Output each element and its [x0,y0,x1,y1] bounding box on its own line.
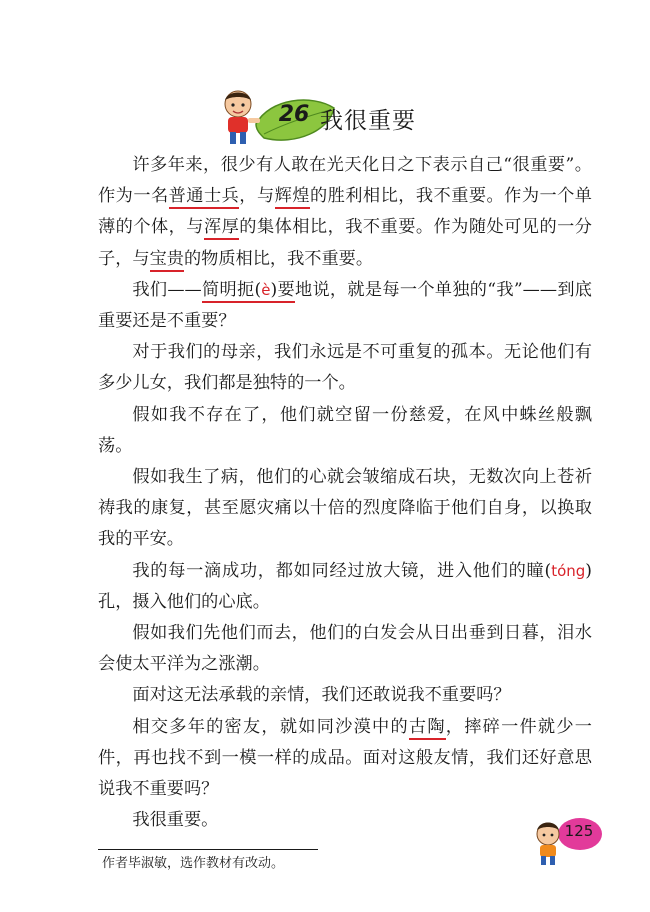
text-run: ，与 [239,186,275,207]
paragraph-1 [98,150,592,275]
paragraph-9 [98,712,592,806]
underlined-word: 古陶 [409,717,446,740]
text-run: 相交多年的密友，就如同沙漠中的 [132,716,409,737]
lesson-number: 26 [278,102,310,127]
paragraph-8: 面对这无法承载的亲情，我们还敢说我不重要吗？ [132,685,511,706]
paragraph-7: 假如我们先他们而去，他们的白发会从日出垂到日暮，泪水会使太平洋为之涨潮。 [98,623,592,675]
underlined-word: 宝贵 [150,249,184,272]
paragraph-3: 对于我们的母亲，我们永远是不可重复的孤本。无论他们有多少儿女，我们都是独特的一个。 [98,342,592,394]
underlined-word: 辉煌 [275,186,310,209]
text-run: 我们—— [132,279,202,300]
text-run: 许多年来，很少有人敢在光天化日之下表示自己“很重要”。作为一名 [98,155,592,207]
text-run: 的物质相比，我不重要。 [183,248,374,269]
pinyin-annotation: tóng [551,561,586,580]
footnote-divider [98,849,318,850]
text-run: 的胜利相比，我不重要。作为一个单薄的个体，与 [98,186,592,238]
text-run: 地说，就是每一个单独的“我”——到底重要还是不重要？ [98,279,592,332]
paragraph-4: 假如我不存在了，他们就空留一份慈爱，在风中蛛丝般飘荡。 [98,404,592,456]
mascot-boy-icon [214,88,270,148]
paragraph-6 [98,556,592,618]
text-run: )孔，摄入他们的心底。 [98,560,592,612]
text-run: 简明扼( [201,279,262,300]
lesson-title: 我很重要 [320,108,416,134]
text-run: 我的每一滴成功，都如同经过放大镜，进入他们的瞳( [132,560,552,581]
page-number: 125 [564,822,594,840]
article-body [98,150,592,836]
footnote: 作者毕淑敏，选作教材有改动。 [102,856,285,871]
paragraph-10: 我很重要。 [132,810,219,831]
underlined-word: 浑厚 [204,217,239,240]
underlined-word: 普通士兵 [169,186,240,209]
paragraph-5: 假如我生了病，他们的心就会皱缩成石块，无数次向上苍祈祷我的康复，甚至愿灾痛以十倍的烈度降临于他们自身，以换取我的平安。 [98,467,592,550]
lesson-header [214,88,474,148]
underlined-word [202,280,295,303]
text-run: ，摔碎一件就少一件，再也找不到一模一样的成品。面对这般友情，我们还好意思说我不重要吗？ [98,716,592,800]
mascot-page-badge-icon [534,812,604,868]
text-run: )要 [270,279,295,300]
paragraph-2 [98,275,592,337]
text-run: 的集体相比，我不重要。作为随处可见的一分子，与 [98,217,592,269]
pinyin-annotation: è [261,280,271,299]
